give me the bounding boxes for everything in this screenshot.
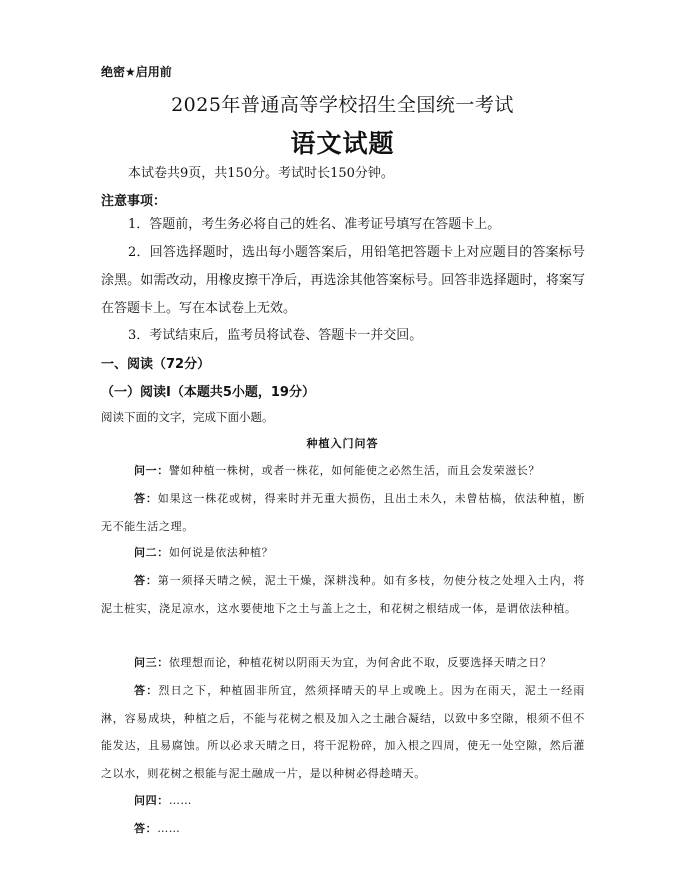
qa-paragraph — [101, 815, 585, 843]
qa-paragraph — [101, 787, 585, 815]
qa-label: 答： — [134, 492, 158, 505]
section-heading: 一、阅读（72分） — [101, 357, 211, 372]
qa-paragraph — [101, 539, 585, 567]
qa-text: …… — [168, 794, 193, 807]
exam-title: 2025年普通高等学校招生全国统一考试 — [171, 94, 514, 116]
qa-text: 依理想而论，种植花树以阴雨天为宜，为何舍此不取，反要选择天晴之日？ — [168, 656, 552, 669]
qa-text: …… — [157, 822, 181, 835]
qa-text: 第一须择天晴之候，泥土干燥，深耕浅种。如有多枝，勿使分枝之处埋入土内，将泥土桩实，浇足凉水，这水要使地下之土与盖上之土，和花树之根结成一体，是谓依法种植。 — [101, 574, 585, 615]
qa-label: 答： — [134, 574, 158, 587]
qa-label: 问三： — [134, 656, 169, 669]
confidential-mark: 绝密★启用前 — [101, 65, 172, 79]
qa-text: 如何说是依法种植？ — [168, 546, 274, 559]
exam-intro: 本试卷共9页，共150分。考试时长150分钟。 — [128, 166, 394, 181]
subject-title: 语文试题 — [290, 129, 395, 158]
reading-instruction: 阅读下面的文字，完成下面小题。 — [101, 410, 274, 424]
qa-label: 问四： — [134, 794, 169, 807]
notice-heading: 注意事项： — [101, 194, 167, 209]
qa-label: 答： — [134, 684, 159, 697]
qa-text: 如果这一株花或树，得来时并无重大损伤，且出土未久，未曾枯槁，依法种植，断无不能生活之理。 — [101, 492, 585, 533]
qa-text: 譬如种植一株树，或者一株花，如何能使之必然生活，而且会发荣滋长？ — [168, 464, 541, 477]
qa-label: 答： — [134, 822, 158, 835]
qa-paragraph — [101, 677, 585, 787]
qa-paragraph — [101, 649, 585, 677]
qa-text: 烈日之下，种植固非所宜，然须择晴天的早上或晚上。因为在雨天，泥土一经雨淋，容易成块，种植之后，不能与花树之根及加入之土融合凝结，以致中多空隙，根须不但不能发达，且易腐蚀。所以必求天晴之日，将干泥粉碎，加入根之四周，使无一处空隙，然后灌之以水，则花树之根能与泥土融成一片，是以种树必得趁晴天。 — [101, 684, 586, 780]
qa-paragraph — [101, 567, 585, 622]
notice-item-2: 2．回答选择题时，选出每小题答案后，用铅笔把答题卡上对应题目的答案标号涂黑。如需改动，用橡皮擦干净后，再选涂其他答案标号。回答非选择题时，将案写在答题卡上。写在本试卷上无效。 — [101, 245, 585, 316]
notice-item-1: 1．答题前，考生务必将自己的姓名、准考证号填写在答题卡上。 — [128, 217, 501, 232]
notice-item-3: 3．考试结束后，监考员将试卷、答题卡一并交回。 — [128, 328, 423, 343]
article-title: 种植入门问答 — [306, 437, 379, 450]
qa-paragraph — [101, 457, 585, 485]
subsection-heading: （一）阅读Ⅰ（本题共5小题，19分） — [101, 385, 315, 400]
qa-paragraph — [101, 485, 585, 540]
qa-label: 问二： — [134, 546, 169, 559]
qa-label: 问一： — [134, 464, 169, 477]
